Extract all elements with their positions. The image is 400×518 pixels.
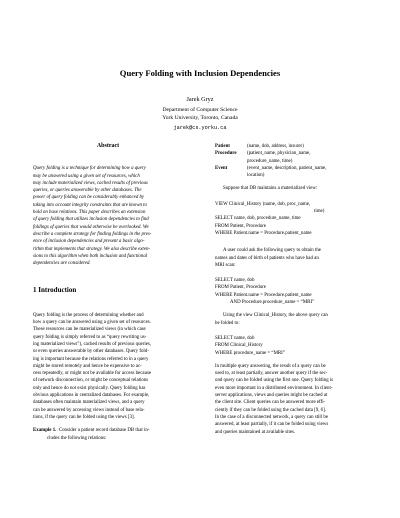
view-line: time) bbox=[314, 209, 325, 215]
author-name: Jarek Gryz bbox=[186, 96, 214, 103]
right-column bbox=[215, 143, 375, 436]
query-1 bbox=[215, 277, 375, 306]
relation-name: Procedure bbox=[215, 151, 237, 157]
view-line: WHERE Patient.name = Procedure.patient_name bbox=[215, 230, 312, 236]
relation-event bbox=[215, 165, 375, 172]
relation-event-cont bbox=[215, 172, 375, 179]
user-query-text bbox=[215, 247, 375, 269]
using-line: be folded to: bbox=[215, 320, 240, 326]
view-line: FROM Patient, Procedure bbox=[215, 223, 266, 229]
view-definition bbox=[215, 201, 375, 237]
intro-line: of network disconnection, or might be conceptual relations bbox=[33, 378, 149, 384]
abstract-line: foldings of queries that would otherwise be overlooked. We bbox=[33, 224, 149, 230]
abstract-line: ence of inclusion dependencies and present a basic algo- bbox=[33, 239, 145, 245]
abstract-heading: Abstract bbox=[96, 143, 120, 149]
abstract-line: dependencies are considered. bbox=[33, 261, 91, 267]
relation-attrs: (patient_name, physician_name, bbox=[247, 151, 311, 157]
example-label: Example 1. bbox=[33, 428, 57, 434]
intro-line: ing is important because the relations referred to in a query bbox=[33, 356, 149, 362]
abstract-line: Query folding is a technique for determining how a query bbox=[33, 166, 146, 172]
relation-patient bbox=[215, 143, 375, 150]
multi-line: even more important in a distributed environment. In client- bbox=[215, 385, 333, 391]
left-column bbox=[33, 143, 193, 442]
multi-line: and queries maintained at available sites. bbox=[215, 429, 296, 435]
multi-line: server applications, views and queries might be cached at bbox=[215, 393, 328, 399]
user-line: MRI scan: bbox=[215, 262, 236, 268]
user-line: names and dates of birth of patients who have had an bbox=[215, 255, 319, 261]
intro-body bbox=[33, 312, 193, 421]
example-text-cont: cludes the following relations: bbox=[47, 435, 107, 441]
query-line: SELECT name, dob bbox=[215, 335, 255, 341]
view-line: SELECT name, dob, procedure_name, time bbox=[215, 216, 301, 222]
multi-line: ond query can be folded using the first one. Query folding is bbox=[215, 378, 334, 384]
intro-line: or even queries answerable by other databases. Query fold- bbox=[33, 349, 149, 355]
query-line: FROM Clinical_History bbox=[215, 343, 263, 349]
multi-query-paragraph bbox=[215, 363, 375, 436]
relation-procedure bbox=[215, 150, 375, 157]
intro-line: might be stored remotely and hence be expensive to ac- bbox=[33, 363, 142, 369]
query-line: AND Procedure.procedure_name = “MRI” bbox=[230, 300, 315, 306]
relation-attrs: location) bbox=[247, 173, 265, 179]
multi-line: answered, at least partially, if it can be folded using views bbox=[215, 422, 329, 428]
multi-line: In the case of a disconnected network, a query can still be bbox=[215, 414, 328, 420]
query-line: SELECT name, dob bbox=[215, 278, 255, 284]
using-text bbox=[215, 312, 375, 327]
author-email: jarek@cs.yorku.ca bbox=[173, 125, 227, 131]
abstract-line: of query folding that utilizes inclusion dependencies to find bbox=[33, 217, 149, 223]
query-line: WHERE Patient.name = Procedure.patient_name bbox=[215, 292, 312, 298]
abstract-line: power of query folding can be considerably enhanced by bbox=[33, 195, 145, 201]
abstract-line: sions to this algorithm when both inclusion and functional bbox=[33, 253, 148, 259]
paper-title: Query Folding with Inclusion Dependencies bbox=[119, 68, 281, 78]
abstract-line: hold on base relations. This paper describes an extension bbox=[33, 210, 146, 216]
intro-line: ing materialized views”), cached results of previous queries, bbox=[33, 341, 152, 347]
query-line: WHERE procedure_name = “MRI” bbox=[215, 350, 285, 356]
view-line: VIEW Clinical_History (name, dob, proc_name, bbox=[215, 201, 311, 207]
intro-line: obvious applications in centralized databases. For example, bbox=[33, 393, 150, 399]
abstract-line: taking into account integrity constraints that are known to bbox=[33, 202, 147, 208]
example-1 bbox=[33, 427, 193, 442]
intro-line: only and hence do not exist physically. Query folding has bbox=[33, 385, 146, 391]
multi-line: ciently if they can be folded using the cached data [9, 6]. bbox=[215, 407, 326, 413]
user-line: A user could ask the following query to obtain the bbox=[223, 248, 321, 254]
relation-attrs: (event_name, description, patient_name, bbox=[247, 165, 327, 171]
abstract-line: may be answered using a given set of resources, which bbox=[33, 173, 140, 179]
intro-line: Query folding is the process of determining whether and bbox=[33, 312, 144, 318]
suppose-text: Suppose that DB maintains a materialized view: bbox=[223, 186, 318, 192]
section-heading-introduction: 1 Introduction bbox=[33, 286, 77, 295]
abstract-line: queries, or queries answerable by other databases. The bbox=[33, 188, 142, 194]
query-line: FROM Patient, Procedure bbox=[215, 285, 266, 291]
intro-line: how a query can be answered using a given set of resources. bbox=[33, 320, 151, 326]
intro-line: tions, if the query can be folded using the views [3]. bbox=[33, 414, 135, 420]
relation-procedure-cont bbox=[215, 158, 375, 165]
affiliation-line-2: York University, Toronto, Canada bbox=[162, 115, 238, 121]
example-text: Consider a patient record database DB that in- bbox=[58, 428, 150, 434]
relations-list bbox=[215, 143, 375, 179]
multi-line: the client site. Client queries can be answered more effi- bbox=[215, 400, 326, 406]
abstract-line: describe a complete strategy for finding foldings in the pres- bbox=[33, 231, 152, 237]
intro-line: cess repeatedly, or might not be available for access because bbox=[33, 371, 152, 377]
multi-line: In multiple query answering, the result of a query can be bbox=[215, 363, 326, 369]
multi-line: used to, at least partially, answer another query if the sec- bbox=[215, 371, 328, 377]
abstract-line: rithm that implements that strategy. We also describe exten- bbox=[33, 246, 151, 252]
query-2 bbox=[215, 335, 375, 357]
relation-attrs: procedure_name, time) bbox=[247, 158, 293, 164]
intro-line: query folding is simply referred to as “query rewriting us- bbox=[33, 334, 147, 340]
intro-line: can be answered by accessing views instead of base rela- bbox=[33, 407, 145, 413]
using-line: Using the view Clinical_History, the above query can bbox=[223, 313, 328, 319]
abstract-line: may include materialized views, cached results of previous bbox=[33, 180, 148, 186]
relation-name: Patient bbox=[215, 144, 230, 149]
abstract-body bbox=[33, 165, 193, 267]
affiliation-line-1: Department of Computer Science bbox=[162, 107, 238, 113]
relation-name: Event bbox=[215, 165, 228, 171]
intro-line: databases often maintain materialized views, and a query bbox=[33, 400, 145, 406]
intro-line: These resources can be materialized views (in which case bbox=[33, 327, 146, 333]
relation-attrs: (name, dob, address, insurer) bbox=[247, 144, 304, 149]
